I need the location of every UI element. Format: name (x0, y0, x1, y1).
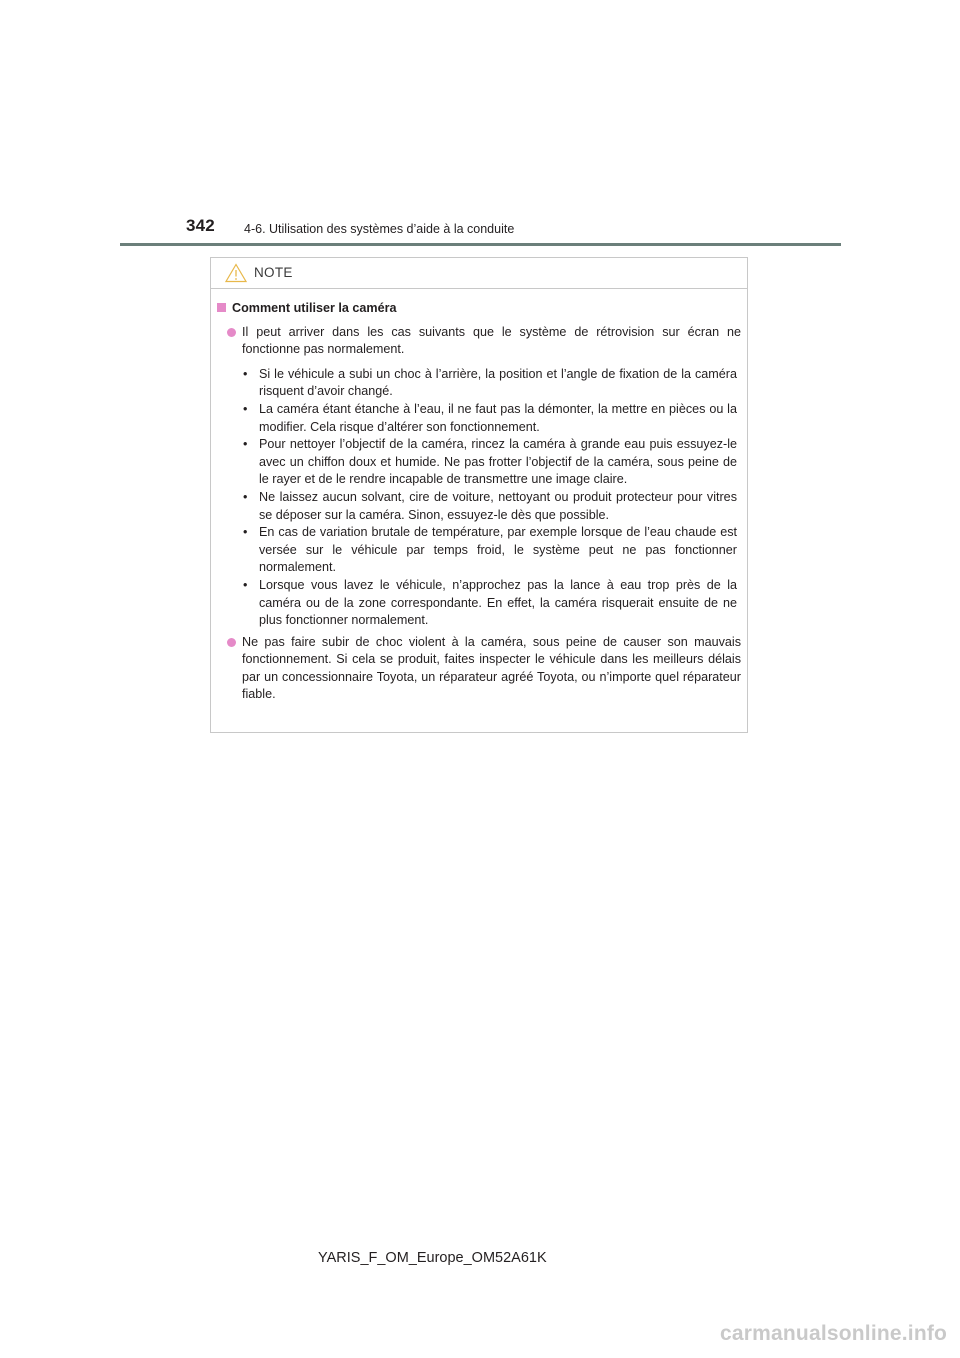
sub-list-item: • Lorsque vous lavez le véhicule, n’approchez pas la lance à eau trop près de la caméra ou de la zone correspondante. En effet, la caméra risquerait ensuite de ne plus fonctionner normalement. (215, 577, 741, 630)
page-number: 342 (186, 216, 215, 235)
header-rule (120, 243, 841, 246)
watermark: carmanualsonline.info (720, 1322, 948, 1345)
note-label: NOTE (254, 265, 293, 280)
square-bullet-icon (217, 303, 226, 312)
note-box (210, 257, 748, 733)
circle-bullet-icon (227, 638, 236, 647)
sub-list-item: • La caméra étant étanche à l’eau, il ne faut pas la démonter, la mettre en pièces ou la modifier. Cela risque d’altérer son fonctionnement. (215, 401, 741, 436)
note-body (211, 289, 747, 704)
sub-list (215, 366, 741, 630)
note-header (211, 258, 747, 289)
document-id: YARIS_F_OM_Europe_OM52A61K (318, 1250, 547, 1266)
warning-triangle-icon (225, 263, 247, 283)
sub-list-item: • Si le véhicule a subi un choc à l’arrière, la position et l’angle de fixation de la caméra risquent d’avoir changé. (215, 366, 741, 401)
sub-list-item: • En cas de variation brutale de température, par exemple lorsque de l’eau chaude est versée sur le véhicule par temps froid, le système peut ne pas fonctionner normalement. (215, 524, 741, 577)
note-heading (217, 300, 741, 318)
sub-list-item: • Ne laissez aucun solvant, cire de voiture, nettoyant ou produit protecteur pour vitres se déposer sur la caméra. Sinon, essuyez-le dès que possible. (215, 489, 741, 524)
sub-list-item: • Pour nettoyer l’objectif de la caméra, rincez la caméra à grande eau puis essuyez-le avec un chiffon doux et humide. Ne pas frotter l’objectif de la caméra, sous peine de le rayer et de le rendre incapable de transmettre une image claire. (215, 436, 741, 489)
section-title: 4-6. Utilisation des systèmes d’aide à la conduite (244, 222, 515, 236)
bullet-item (215, 634, 741, 704)
circle-bullet-icon (227, 328, 236, 337)
bullet-text: Ne pas faire subir de choc violent à la caméra, sous peine de causer son mauvais fonctionnement. Si cela se produit, faites inspecter le véhicule dans les meilleurs délais par un concessionnaire Toyota, un réparateur agréé Toyota, ou n’importe quel réparateur fiable. (242, 634, 741, 702)
bullet-item (215, 324, 741, 630)
note-heading-text: Comment utiliser la caméra (232, 301, 397, 315)
bullet-text: Il peut arriver dans les cas suivants que le système de rétrovision sur écran ne fonctionne pas normalement. (242, 324, 741, 357)
